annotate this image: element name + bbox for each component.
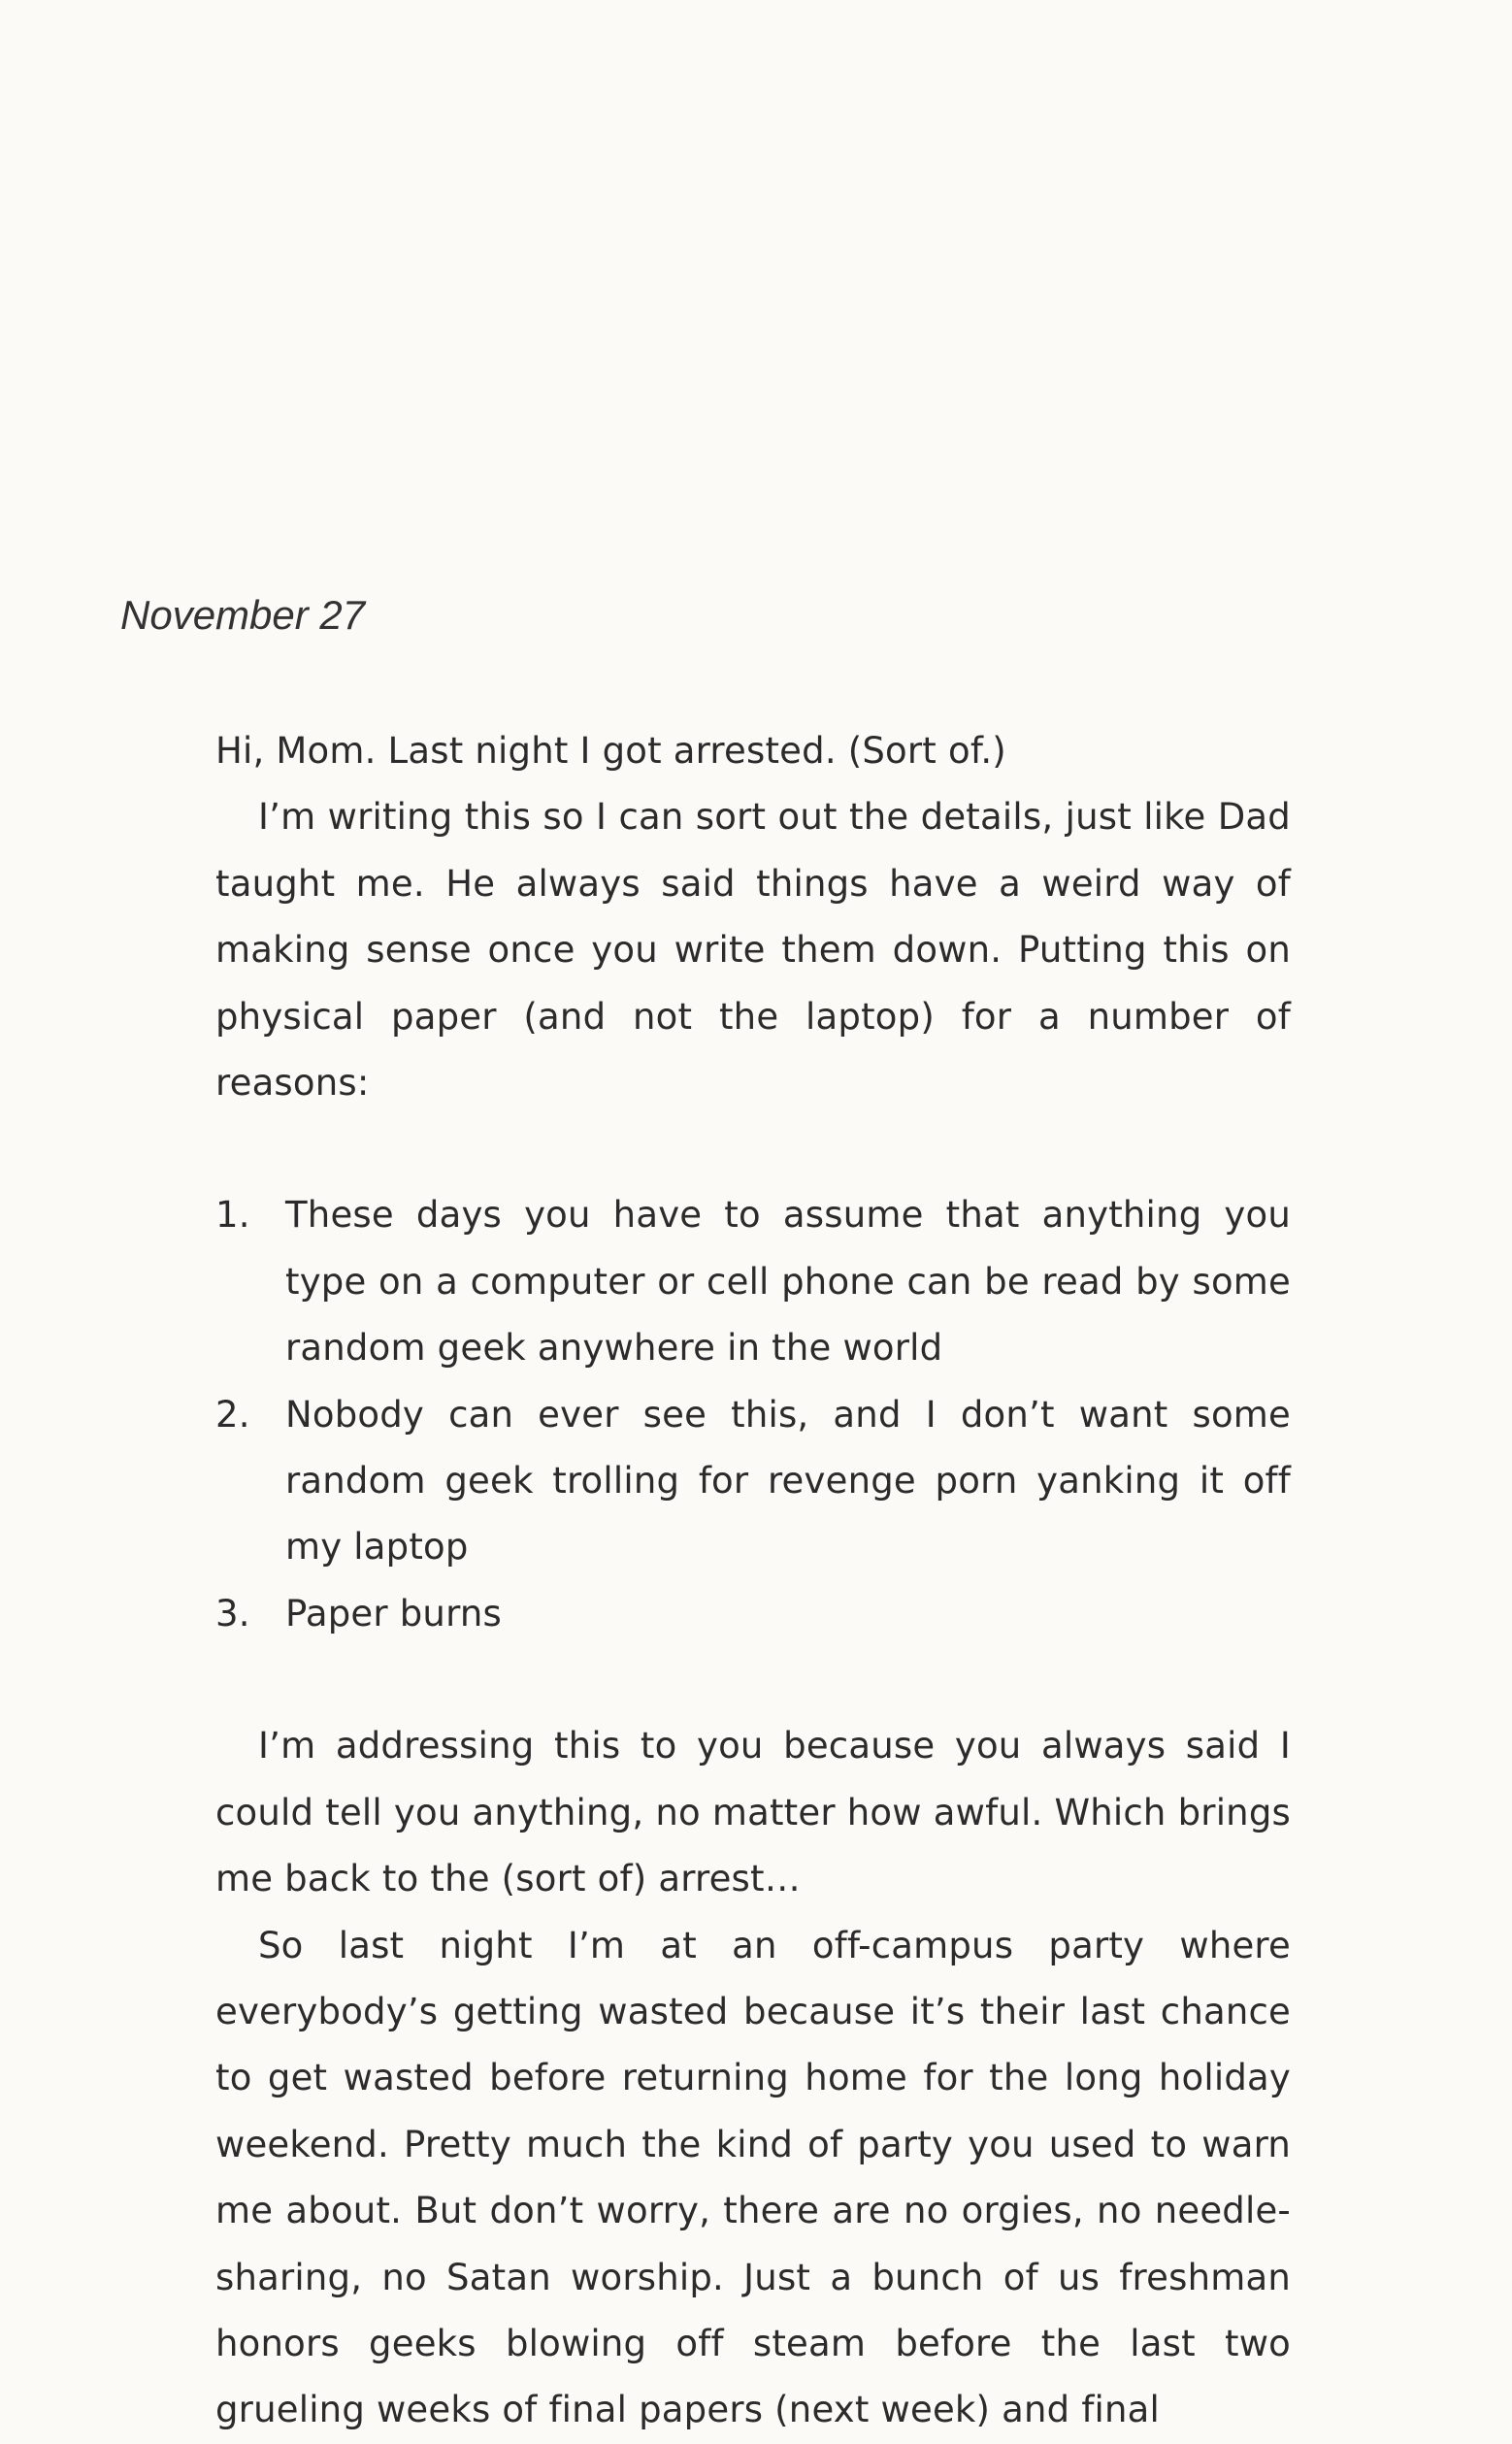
- list-item: [215, 1581, 1291, 1647]
- list-item-number: 1.: [215, 1194, 250, 1237]
- paragraph-addressing: I’m addressing this to you because you always said I could tell you anything, no matter how awful. Which brings me back to the (sort of) arrest…: [215, 1725, 1291, 1900]
- list-item: [215, 1382, 1291, 1581]
- opening-line: Hi, Mom. Last night I got arrested. (Sort of.): [215, 730, 1006, 772]
- list-item: [215, 1182, 1291, 1381]
- list-item-text: Paper burns: [285, 1592, 502, 1635]
- paragraph-reasons-intro: I’m writing this so I can sort out the details, just like Dad taught me. He always said things have a weird way of making sense once you write them down. Putting this on physical paper (and not the laptop) for a number of reasons:: [215, 796, 1291, 1105]
- list-item-text: These days you have to assume that anything you type on a computer or cell phone can be read by some random geek anywhere in the world: [285, 1194, 1291, 1370]
- list-item-number: 3.: [215, 1592, 250, 1635]
- entry-date: November 27: [120, 592, 366, 638]
- paragraph-party: So last night I’m at an off-campus party where everybody’s getting wasted because it’s their last chance to get wasted before returning home for the long holiday weekend. Pretty much the kind of party you used to warn me about. But don’t worry, there are no orgies, no needle-sharing, no Satan worship. Just a bunch of us freshman honors geeks blowing off steam before the last two grueling weeks of final papers (next week) and final: [215, 1924, 1291, 2431]
- reasons-list: [215, 1182, 1291, 1647]
- list-item-number: 2.: [215, 1393, 250, 1436]
- list-item-text: Nobody can ever see this, and I don’t want some random geek trolling for revenge porn yanking it off my laptop: [285, 1393, 1291, 1569]
- entry-body: [215, 718, 1291, 2444]
